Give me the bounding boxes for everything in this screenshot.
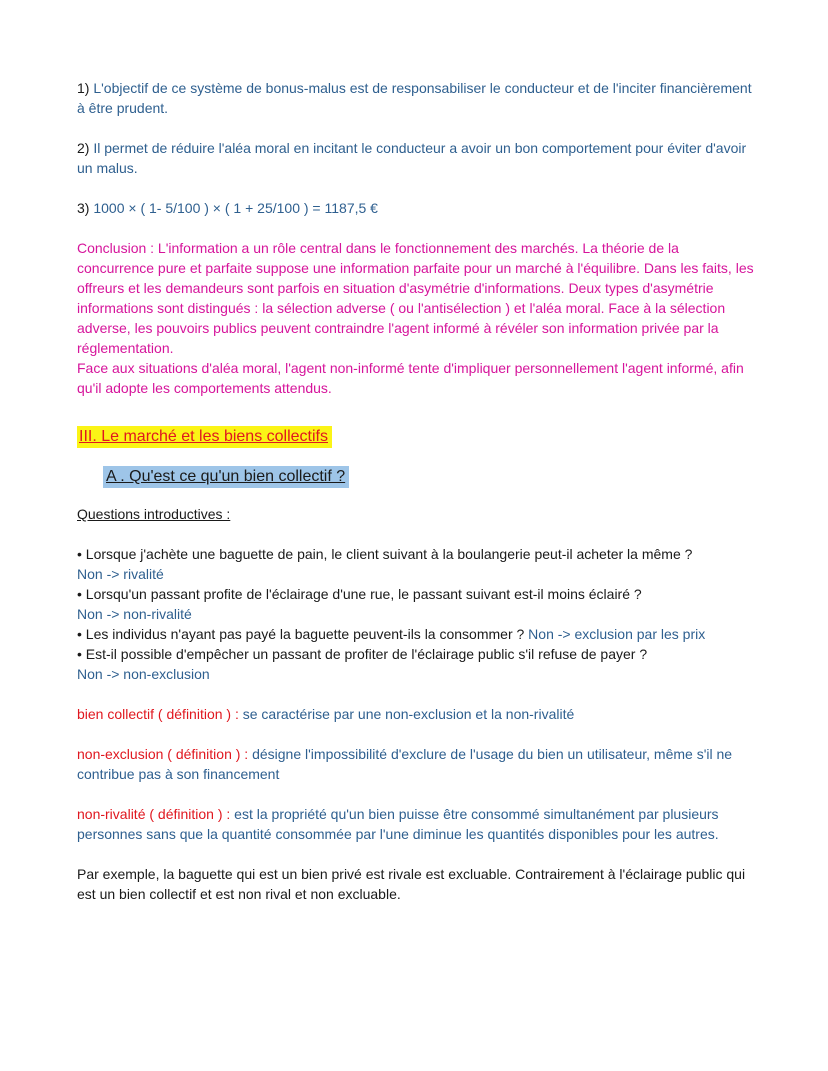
definition-3-term: non-rivalité ( définition ) : [77, 806, 231, 822]
subsection-heading-wrap [77, 466, 757, 488]
question-3: • Les individus n'ayant pas payé la baguette peuvent-ils la consommer ? [77, 626, 525, 642]
question-2-answer: Non -> non-rivalité [77, 606, 192, 622]
conclusion-paragraph-1: Conclusion : L'information a un rôle central dans le fonctionnement des marchés. La théorie de la concurrence pure et parfaite suppose une information parfaite pour un marché à l'équilibre. Dans les faits, les offreurs et les demandeurs sont parfois en situation d'asymétrie d'informations. Deux types d'asymétrie informations sont distingués : la sélection adverse ( ou l'antisélection ) et l'aléa moral. Face à la sélection adverse, les pouvoirs publics peuvent contraindre l'agent informé à révéler son information privée par la réglementation. [77, 240, 754, 356]
answer-3-text: 1000 × ( 1- 5/100 ) × ( 1 + 25/100 ) = 1187,5 € [93, 200, 378, 216]
definition-non-rivalite [77, 804, 757, 844]
answer-1-text: L'objectif de ce système de bonus-malus est de responsabiliser le conducteur et de l'inciter financièrement à être prudent. [77, 80, 752, 116]
document-content [77, 78, 757, 904]
definition-3-text: est la propriété qu'un bien puisse être consommé simultanément par plusieurs personnes sans que la quantité consommée par l'une diminue les quantités disponibles pour les autres. [77, 806, 719, 842]
definition-2-text: désigne l'impossibilité d'exclure de l'usage du bien un utilisateur, même s'il ne contribue pas à son financement [77, 746, 733, 782]
conclusion-paragraph-2: Face aux situations d'aléa moral, l'agent non-informé tente d'impliquer personnellement l'agent informé, afin qu'il adopte les comportements attendus. [77, 360, 744, 396]
question-3-answer: Non -> exclusion par les prix [524, 626, 706, 642]
question-4: • Est-il possible d'empêcher un passant de profiter de l'éclairage public s'il refuse de payer ? [77, 646, 648, 662]
intro-questions-title: Questions introductives : [77, 506, 231, 522]
subsection-heading: A . Qu'est ce qu'un bien collectif ? [103, 466, 349, 488]
intro-questions [77, 544, 757, 684]
definition-bien-collectif [77, 704, 757, 724]
definition-non-exclusion [77, 744, 757, 784]
question-1: • Lorsque j'achète une baguette de pain, le client suivant à la boulangerie peut-il acheter la même ? [77, 546, 693, 562]
conclusion [77, 238, 757, 398]
section-heading-wrap [77, 418, 757, 466]
question-3-line [77, 624, 757, 644]
example-paragraph: Par exemple, la baguette qui est un bien privé est rivale est excluable. Contrairement à l'éclairage public qui est un bien collectif et est non rival et non excluable. [77, 866, 746, 902]
answer-2-number: 2) [77, 140, 90, 156]
section-heading: III. Le marché et les biens collectifs [77, 426, 332, 448]
answer-2 [77, 138, 757, 178]
definition-1-term: bien collectif ( définition ) : [77, 706, 239, 722]
answer-3-number: 3) [77, 200, 90, 216]
answer-1-number: 1) [77, 80, 90, 96]
question-2: • Lorsqu'un passant profite de l'éclairage d'une rue, le passant suivant est-il moins éclairé ? [77, 586, 642, 602]
answer-3 [77, 198, 757, 218]
definition-2-term: non-exclusion ( définition ) : [77, 746, 249, 762]
definition-1-text: se caractérise par une non-exclusion et la non-rivalité [238, 706, 575, 722]
answer-2-text: Il permet de réduire l'aléa moral en incitant le conducteur a avoir un bon comportement pour éviter d'avoir un malus. [77, 140, 747, 176]
answer-1 [77, 78, 757, 118]
question-4-answer: Non -> non-exclusion [77, 666, 210, 682]
question-1-answer: Non -> rivalité [77, 566, 164, 582]
